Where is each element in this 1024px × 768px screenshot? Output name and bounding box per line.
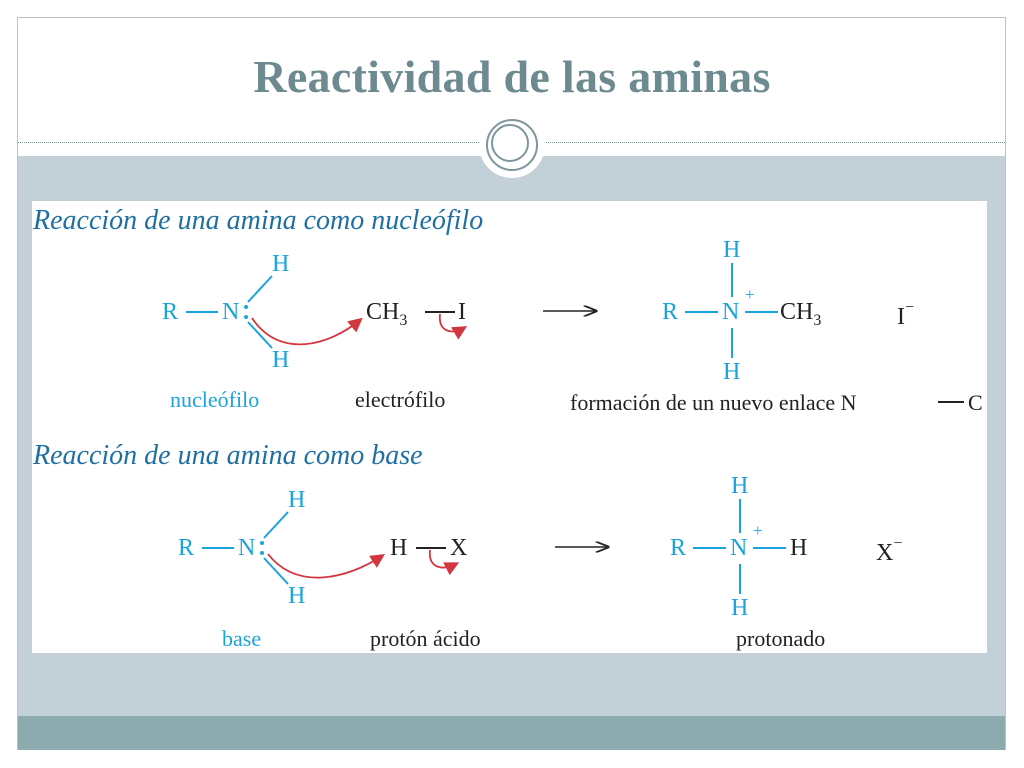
product-atom-H-top: H [723,237,741,263]
proton-attack-arrow [268,554,382,578]
leaving-group-arrow [430,550,456,567]
lone-pair-dot [260,551,264,555]
product-atom-H-top: H [731,473,749,499]
lone-pair-dot [244,305,248,309]
iodide-ion: I− [897,299,915,330]
plus-charge: + [753,521,763,540]
product-atom-R: R [662,299,679,325]
atom-R: R [162,299,179,325]
lone-pair-dot [244,315,248,319]
label-electrophile: electrófilo [355,387,446,412]
label-base: base [222,626,262,651]
heading-base: Reacción de una amina como base [33,440,423,471]
subscript-3: 3 [813,311,822,329]
atom-H-bottom: H [288,583,306,609]
atom-N: N [238,535,256,561]
product-atom-H-bottom: H [731,595,749,621]
label-nucleophile: nucleófilo [170,387,260,412]
bond-N-H-top [264,512,288,538]
label-acid-proton: protón ácido [370,626,481,651]
plus-charge: + [745,285,755,304]
negative-charge: − [905,299,915,316]
nucleophilic-attack-arrow [252,318,360,344]
halide-ion: X− [876,535,903,566]
negative-charge: − [893,535,903,552]
acid-X: X [450,535,468,561]
subscript-3: 3 [399,311,408,329]
product-atom-R: R [670,535,687,561]
atom-I: I [458,299,466,325]
product-CH: $CH_3$ [780,299,822,329]
leaving-group-arrow [440,314,464,331]
atom-H-top: H [288,487,306,513]
product-atom-N: N [722,299,740,325]
product-atom-N: N [730,535,748,561]
lone-pair-dot [260,541,264,545]
label-new-bond: formación de un nuevo enlace N [570,390,857,415]
product-atom-H-bottom: H [723,359,741,385]
label-new-bond-C: C [968,390,983,415]
label-protonated: protonado [736,626,826,651]
atom-H-top: H [272,251,290,277]
heading-nucleophile: Reacción de una amina como nucleófilo [33,205,484,236]
slide-title: Reactividad de las aminas [253,51,771,102]
atom-H-bottom: H [272,347,290,373]
bond-N-H-top [248,276,272,302]
atom-R: R [178,535,195,561]
atom-N: N [222,299,240,325]
product-H-right: H [790,535,808,561]
electrophile-CH: $CH_3$ [366,299,408,329]
acid-H: H [390,535,408,561]
